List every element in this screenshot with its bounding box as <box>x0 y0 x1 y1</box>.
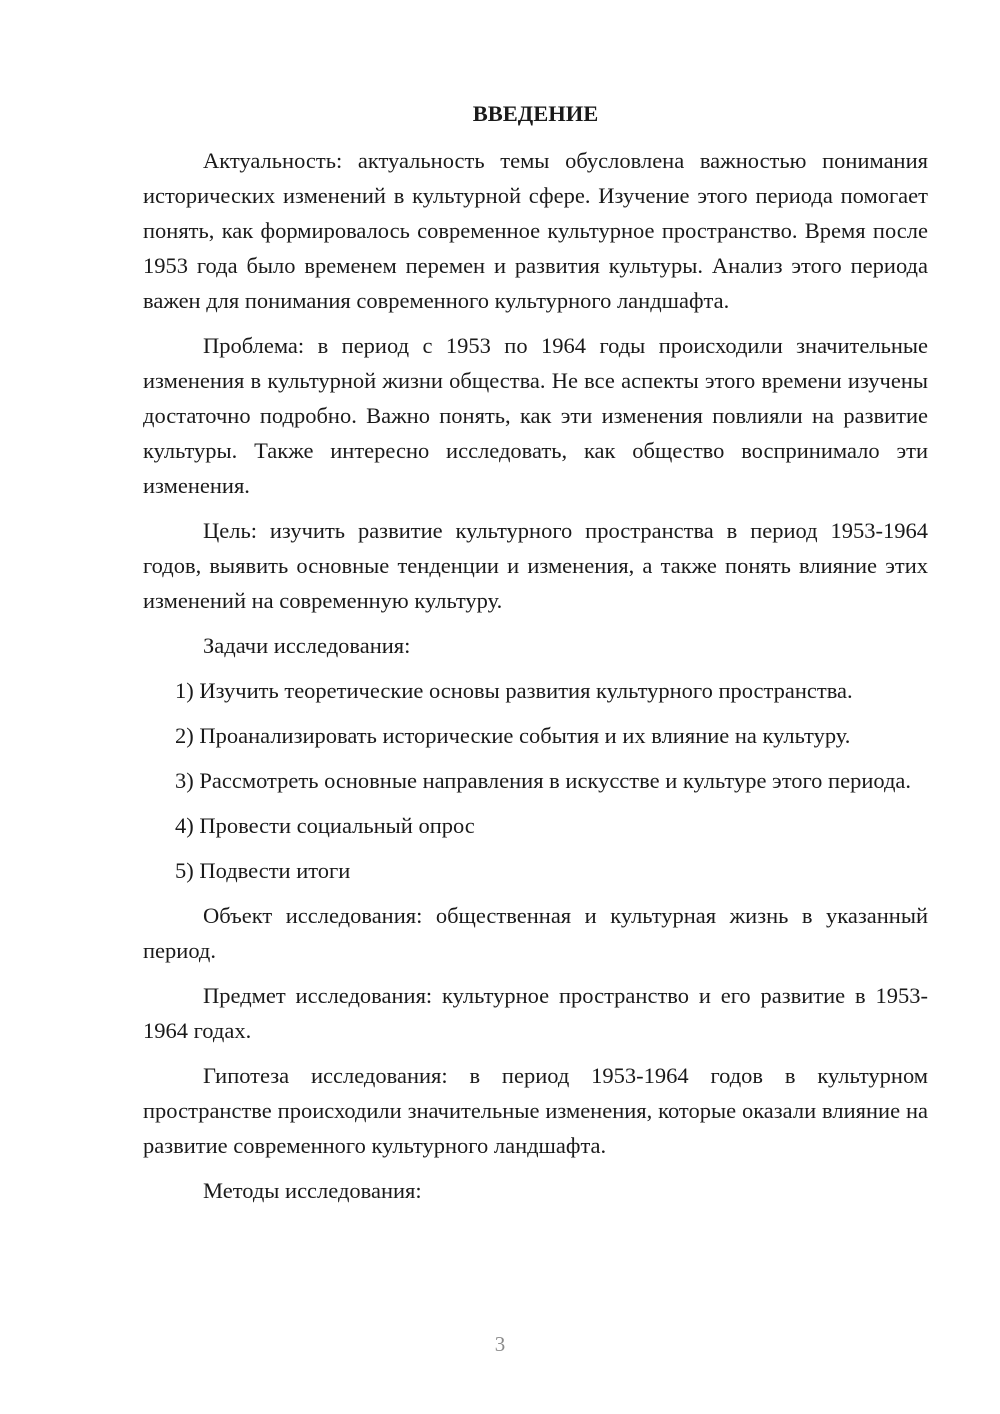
task-item-2: 2) Проанализировать исторические события и их влияние на культуру. <box>175 723 851 748</box>
page-title: ВВЕДЕНИЕ <box>472 101 599 126</box>
hypothesis-paragraph: Гипотеза исследования: в период 1953-1964 годов в культурном пространстве происходили значительные изменения, которые оказали влияние на развитие современного культурного ландшафта. <box>143 1063 928 1158</box>
object-paragraph: Объект исследования: общественная и культурная жизнь в указанный период. <box>143 903 928 963</box>
relevance-paragraph: Актуальность: актуальность темы обусловлена важностью понимания исторических изменений в культурной сфере. Изучение этого периода помогает понять, как формировалось современное культурное пространство. Время после 1953 года было временем перемен и развития культуры. Анализ этого периода важен для понимания современного культурного ландшафта. <box>143 148 928 313</box>
task-item-4: 4) Провести социальный опрос <box>175 813 475 838</box>
subject-paragraph: Предмет исследования: культурное пространство и его развитие в 1953-1964 годах. <box>143 983 928 1043</box>
tasks-heading: Задачи исследования: <box>203 633 411 658</box>
task-item-5: 5) Подвести итоги <box>175 858 351 883</box>
methods-heading: Методы исследования: <box>203 1178 422 1203</box>
page-number: 3 <box>494 1332 506 1356</box>
task-item-1: 1) Изучить теоретические основы развития культурного пространства. <box>175 678 853 703</box>
problem-paragraph: Проблема: в период с 1953 по 1964 годы происходили значительные изменения в культурной жизни общества. Не все аспекты этого времени изучены достаточно подробно. Важно понять, как эти изменения повлияли на развитие культуры. Также интересно исследовать, как общество воспринимало эти изменения. <box>143 333 928 498</box>
task-item-3: 3) Рассмотреть основные направления в искусстве и культуре этого периода. <box>175 768 912 793</box>
goal-paragraph: Цель: изучить развитие культурного пространства в период 1953-1964 годов, выявить основные тенденции и изменения, а также понять влияние этих изменений на современную культуру. <box>143 518 928 613</box>
page-content <box>143 96 928 1218</box>
